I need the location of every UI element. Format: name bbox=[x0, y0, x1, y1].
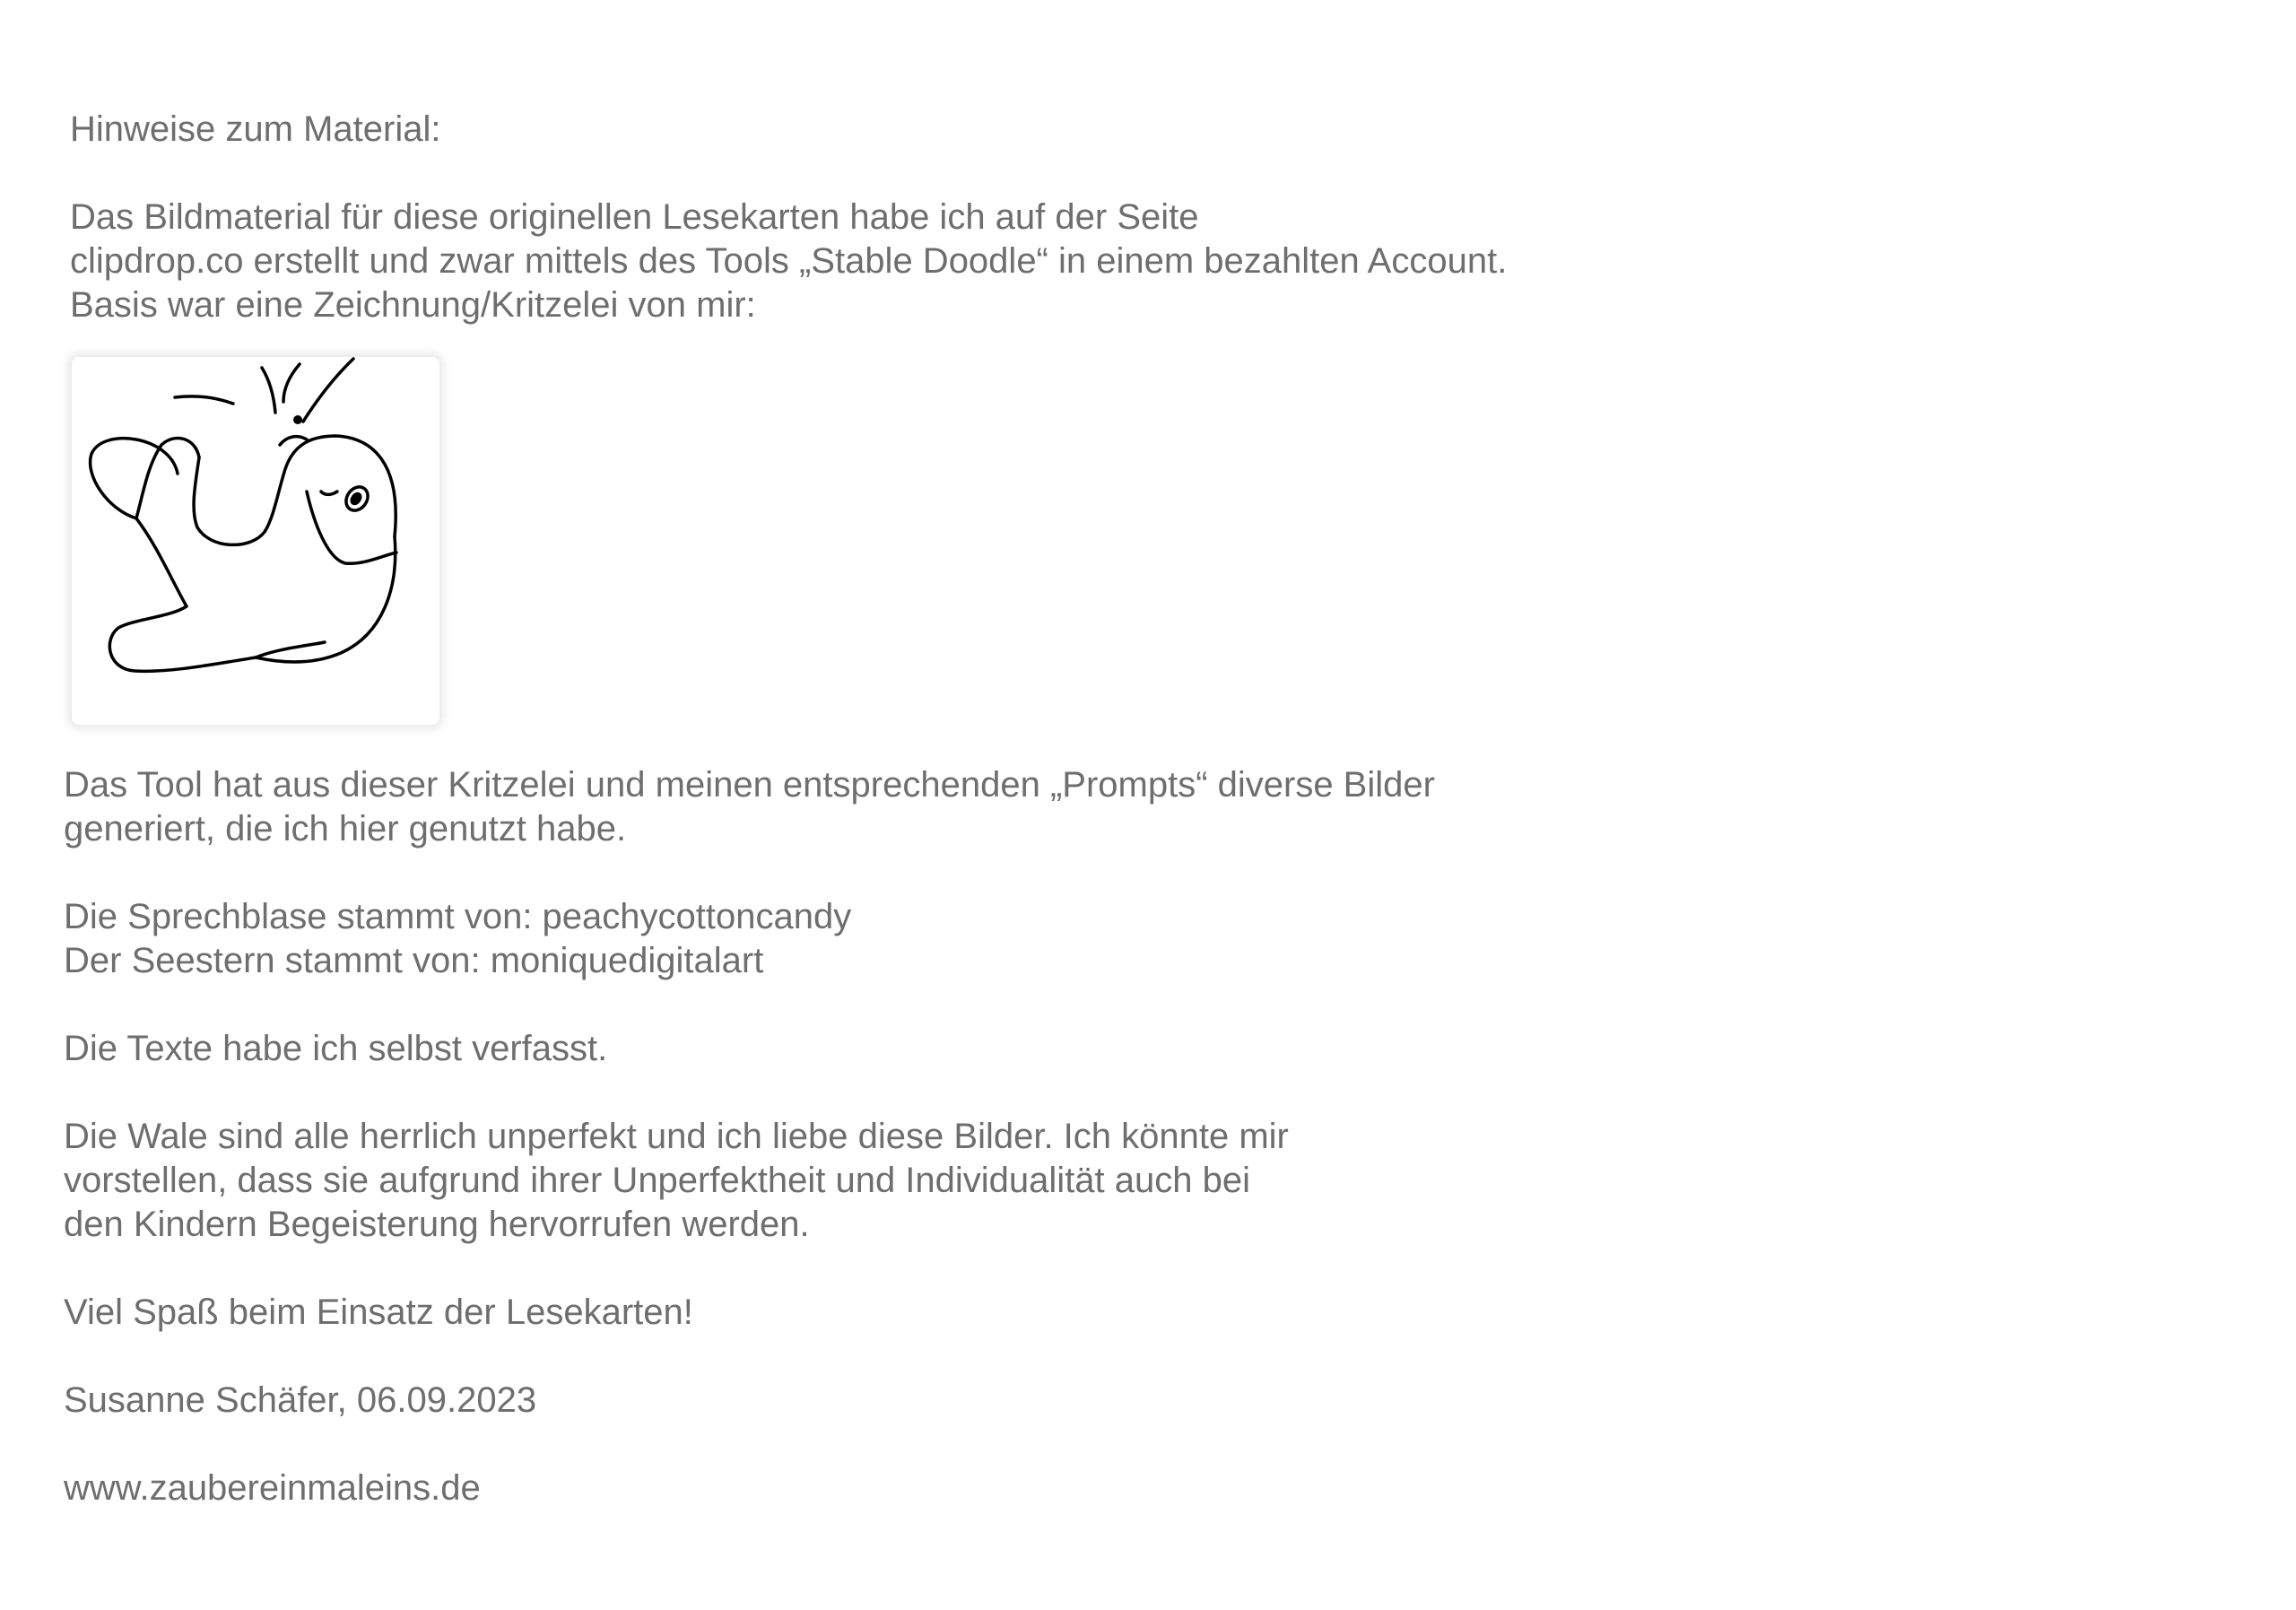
opinion-line-1: Die Wale sind alle herrlich unperfekt und ich liebe diese Bilder. Ich könnte mir bbox=[64, 1117, 1289, 1156]
credit-speech-bubble: Die Sprechblase stammt von: peachycottoncandy bbox=[64, 897, 852, 936]
intro-line-1: Das Bildmaterial für diese originellen Lesekarten habe ich auf der Seite bbox=[70, 197, 1199, 237]
own-texts-note: Die Texte habe ich selbst verfasst. bbox=[64, 1029, 608, 1068]
opinion-line-2: vorstellen, dass sie aufgrund ihrer Unperfektheit und Individualität auch bei bbox=[64, 1161, 1251, 1200]
opinion-line-3: den Kindern Begeisterung hervorrufen werden. bbox=[64, 1205, 810, 1244]
credit-starfish: Der Seestern stammt von: moniquedigitalart bbox=[64, 941, 764, 980]
closing-line: Viel Spaß beim Einsatz der Lesekarten! bbox=[64, 1292, 693, 1332]
website-link[interactable]: www.zaubereinmaleins.de bbox=[64, 1468, 481, 1508]
signature: Susanne Schäfer, 06.09.2023 bbox=[64, 1380, 537, 1420]
doodle-image bbox=[72, 357, 439, 725]
generated-line-1: Das Tool hat aus dieser Kritzelei und meinen entsprechenden „Prompts“ diverse Bilder bbox=[64, 765, 1435, 805]
intro-line-3: Basis war eine Zeichnung/Kritzelei von mir: bbox=[70, 285, 756, 325]
intro-line-2: clipdrop.co erstellt und zwar mittels des Tools „Stable Doodle“ in einem bezahlten Account. bbox=[70, 241, 1508, 281]
heading: Hinweise zum Material: bbox=[70, 109, 441, 149]
whale-doodle-icon bbox=[72, 357, 439, 725]
generated-line-2: generiert, die ich hier genutzt habe. bbox=[64, 809, 627, 849]
